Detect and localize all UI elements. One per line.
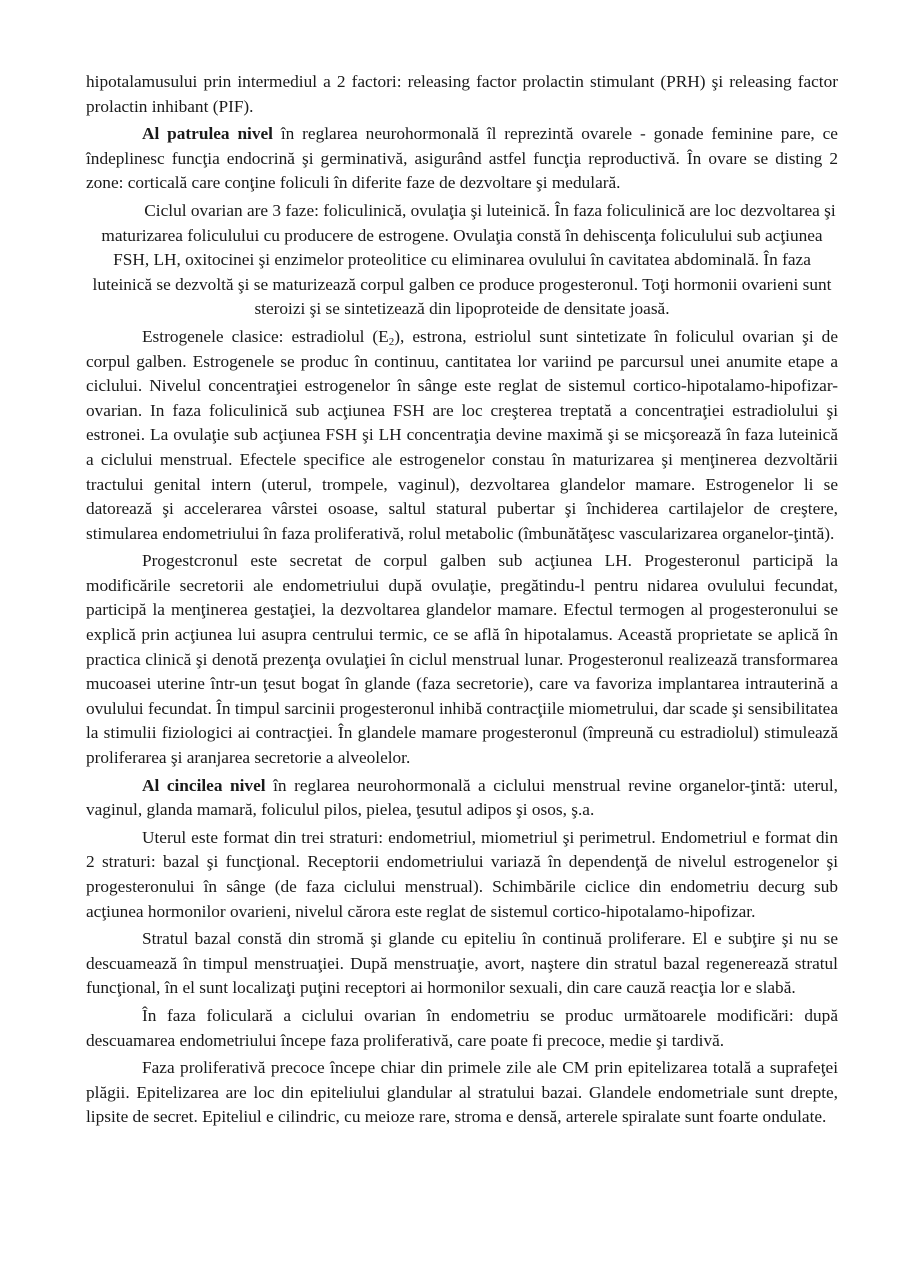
- estradiol-subscript: 2: [388, 335, 395, 348]
- estrogens-text-start: Estrogenele clasice: estradiolul (E: [142, 326, 389, 346]
- heading-fifth-level: Al cincilea nivel: [142, 775, 266, 795]
- paragraph-hypothalamus-factors: hipotalamusului prin intermediul a 2 factori: releasing factor prolactin stimulant (PRH) şi releasing factor prolactin inhibant (PIF).: [86, 72, 838, 116]
- fifth-level-text: în reglarea neurohormonală a ciclului menstrual revine organelor-ţintă: uterul, vaginul, glanda mamară, foliculul pilos, pielea, ţesutul adipos şi osos, ş.a.: [86, 775, 838, 820]
- paragraph-progesterone: Progestcronul este secretat de corpul galben sub acţiunea LH. Progesteronul participă la modificările secretorii ale endometriului după ovulaţie, pregătindu-l pentru nidarea ovulului fecundat, participă la menţinerea gestaţiei, la dezvoltarea glandelor mamare. Efectul termogen al progesteronului se explică prin acţiunea lui asupra centrului termic, ce se află în hipotalamus. Această proprietate se aplică în practica clinică şi denotă prezenţa ovulaţiei în ciclul menstrual lunar. Progesteronul realizează transformarea mucoasei uterine într-un ţesut bogat în glande (faza secretorie), care va favoriza implantarea intrauterină a ovulului fecundat. În timpul sarcinii progesteronul inhibă contracţiile miometrului, dar scade şi sensibilitatea la stimulii fiziologici ai contracţiei. În glandele mamare progesteronul (împreună cu estradiolul) stimulează proliferarea şi aranjarea secretorie a alveolelor.: [86, 551, 838, 768]
- estrogens-text-rest: ), estrona, estriolul sunt sintetizate în foliculul ovarian şi de corpul galben. Estrogenele se produc în continuu, cantitatea lor variind pe parcursul unei anumite etape a ciclului. Nivelul concentraţiei estrogenelor în sânge este reglat de sistemul cortico-hipotalamo-hipofizar-ovarian. In faza foliculinică sub acţiunea FSH are loc creşterea treptată a concentraţiei estradiolului şi estronei. La ovulaţie sub acţiunea FSH şi LH concentraţia devine maximă şi se micşorează în faza luteinică a ciclului menstrual. Efectele specifice ale estrogenelor constau în maturizarea şi menţinerea dezvoltării tractului genital intern (uterul, trompele, vaginul), dezvoltarea glandelor mamare. Estrogenelor li se datorează şi accelerarea vârstei osoase, saltul statural pubertar şi închiderea cartilajelor de creştere, stimularea endometriului în faza proliferativă, rolul metabolic (îmbunătăţesc vascularizarea organelor-ţintă).: [86, 326, 838, 543]
- heading-fourth-level: Al patrulea nivel: [142, 124, 273, 144]
- paragraph-follicular-phase: În faza foliculară a ciclului ovarian în endometriu se produc următoarele modificări: după descuamarea endometriului începe faza proliferativă, care poate fi precoce, medie şi tardivă.: [86, 1005, 838, 1050]
- paragraph-fifth-level: [86, 774, 838, 823]
- paragraph-ovarian-cycle: Ciclul ovarian are 3 faze: foliculinică, ovulaţia şi luteinică. În faza foliculinică are loc dezvoltarea şi maturizarea foliculului cu producere de estrogene. Ovulaţia constă în dehiscenţa foliculului sub acţiunea FSH, LH, oxitocinei şi enzimelor proteolitice cu eliminarea ovulului în cavitatea abdominală. În faza luteinică se dezvoltă şi se maturizează corpul galben ce produce progesteronul. Toţi hormonii ovarieni sunt steroizi şi se sintetizează din lipoproteide de densitate joasă.: [92, 200, 836, 319]
- paragraph-estrogens: [86, 325, 838, 546]
- paragraph-uterus: Uterul este format din trei straturi: endometriul, miometriul şi perimetrul. Endometriul e format din 2 straturi: bazal şi funcţional. Receptorii endometriului variază în dependenţă de nivelul estrogenelor şi progesteronului în sânge (de faza ciclului menstrual). Schimbările ciclice din endometriu decurg sub acţiunea hormonilor ovarieni, nivelul cărora este reglat de sistemul cortico-hipotalamo-hipofizar.: [86, 827, 838, 921]
- paragraph-early-proliferative-phase: Faza proliferativă precoce începe chiar din primele zile ale CM prin epitelizarea totală a suprafeţei plăgii. Epitelizarea are loc din epiteliului glandular al stratului bazai. Glandele endometriale sunt drepte, lipsite de secret. Epiteliul e cilindric, cu meioze rare, stroma e densă, arterele spiralate sunt foarte ondulate.: [86, 1058, 838, 1127]
- paragraph-basal-layer: Stratul bazal constă din stromă şi glande cu epiteliu în continuă proliferare. El e subţire şi nu se descuamează în timpul menstruaţiei. După menstruaţie, avort, naştere din stratul bazal regenerează stratul funcţional, în el sunt localizaţi puţini receptori ai hormonilor sexuali, din care cauză reacţia lor e slabă.: [86, 929, 838, 998]
- fourth-level-text: în reglarea neurohormonală îl reprezintă ovarele - gonade feminine pare, ce îndeplinesc funcţia endocrină şi germinativă, asigurând astfel funcţia reproductivă. În ovare se disting 2 zone: corticală care conţine foliculi în diferite faze de dezvoltare şi medulară.: [86, 124, 838, 193]
- paragraph-fourth-level: [86, 122, 838, 196]
